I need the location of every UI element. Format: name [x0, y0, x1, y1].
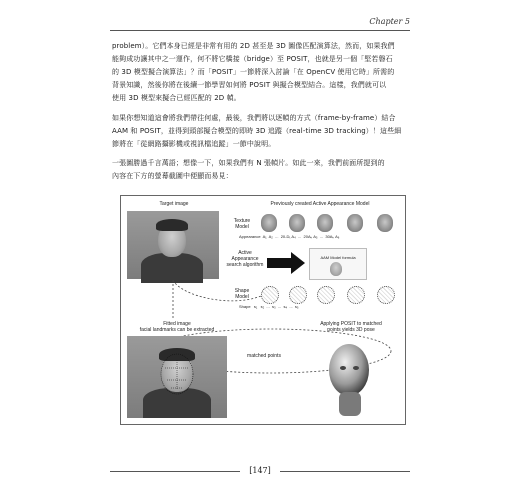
page-number: [ 147 ] [245, 466, 275, 475]
text-line: 內容在下方的螢幕截圖中便顯而易見： [112, 172, 233, 180]
text-line: AAM 和 POSIT，並得到頭部擬合模型的即時 3D 追蹤（real-time 3D tracking）！這些細 [112, 127, 402, 135]
page-header [110, 18, 410, 31]
footer-rule-right [280, 471, 410, 472]
fitted-label: Fitted image facial landmarks can be extracted [139, 321, 215, 333]
appearance-row: Appearance A₁ A₂ ... 20-Dₜ A₄ ... 20Aₖ A₅ ... 30Aₖ A₆ [239, 234, 340, 239]
footer-rule-left [110, 471, 240, 472]
page-footer [110, 466, 410, 476]
text-line: 的 3D 模型擬合演算法」？而「POSIT」一節將深入討論「在 OpenCV 使用它時」所需的 [112, 68, 395, 76]
chapter-label: Chapter 5 [369, 17, 410, 26]
shape-model-label: Shape Model [234, 288, 250, 300]
model-label: Previously created Active Appearance Model [270, 201, 370, 207]
text-line: 使用 3D 模型來擬合已經匹配的 2D 幀。 [112, 94, 241, 102]
paragraph-1 [112, 40, 412, 105]
posit-label: Applying POSIT to matched points yields 3D pose [320, 321, 382, 333]
text-line: 如果你想知道這會將我們帶往何處，最後，我們將以逐幀的方式（frame-by-frame）結合 [112, 114, 396, 122]
3d-head-model [319, 336, 379, 420]
landmarks-overlay [155, 350, 199, 396]
texture-model-label: Texture Model [233, 218, 251, 230]
fitted-photo [127, 336, 227, 418]
aam-posit-figure [120, 195, 406, 425]
paragraph-3 [112, 157, 412, 183]
paragraph-2 [112, 112, 412, 151]
text-line: 節將在「從網路攝影機或視訊檔追蹤」一節中說明。 [112, 140, 276, 148]
target-image-label: Target image [159, 201, 189, 207]
text-line: 背景知識，然後你將在後續一節學習如何將 POSIT 與擬合模型結合。這樣，我們就可以 [112, 81, 387, 89]
formula-text: AAM Model formula [320, 255, 356, 260]
text-line: 能夠成功讓其中之一運作，何不將它橋接（bridge）至 POSIT，也就是另一個「堅若磐石 [112, 55, 393, 63]
text-line: problem）。它們本身已經是非常有用的 2D 甚至是 3D 圖像匹配演算法，然而，如果我們 [112, 42, 395, 50]
algorithm-label: Active Appearance search algorithm [226, 250, 264, 268]
matched-points-label: matched points [247, 353, 281, 359]
text-line: 一張圖勝過千言萬語；想像一下，如果我們有 N 張幀片。如此一來，我們前面所提到的 [112, 159, 385, 167]
shape-row: Shape s₁ s₂ ... s₃ ... s₄ ... s₅ [239, 304, 299, 309]
